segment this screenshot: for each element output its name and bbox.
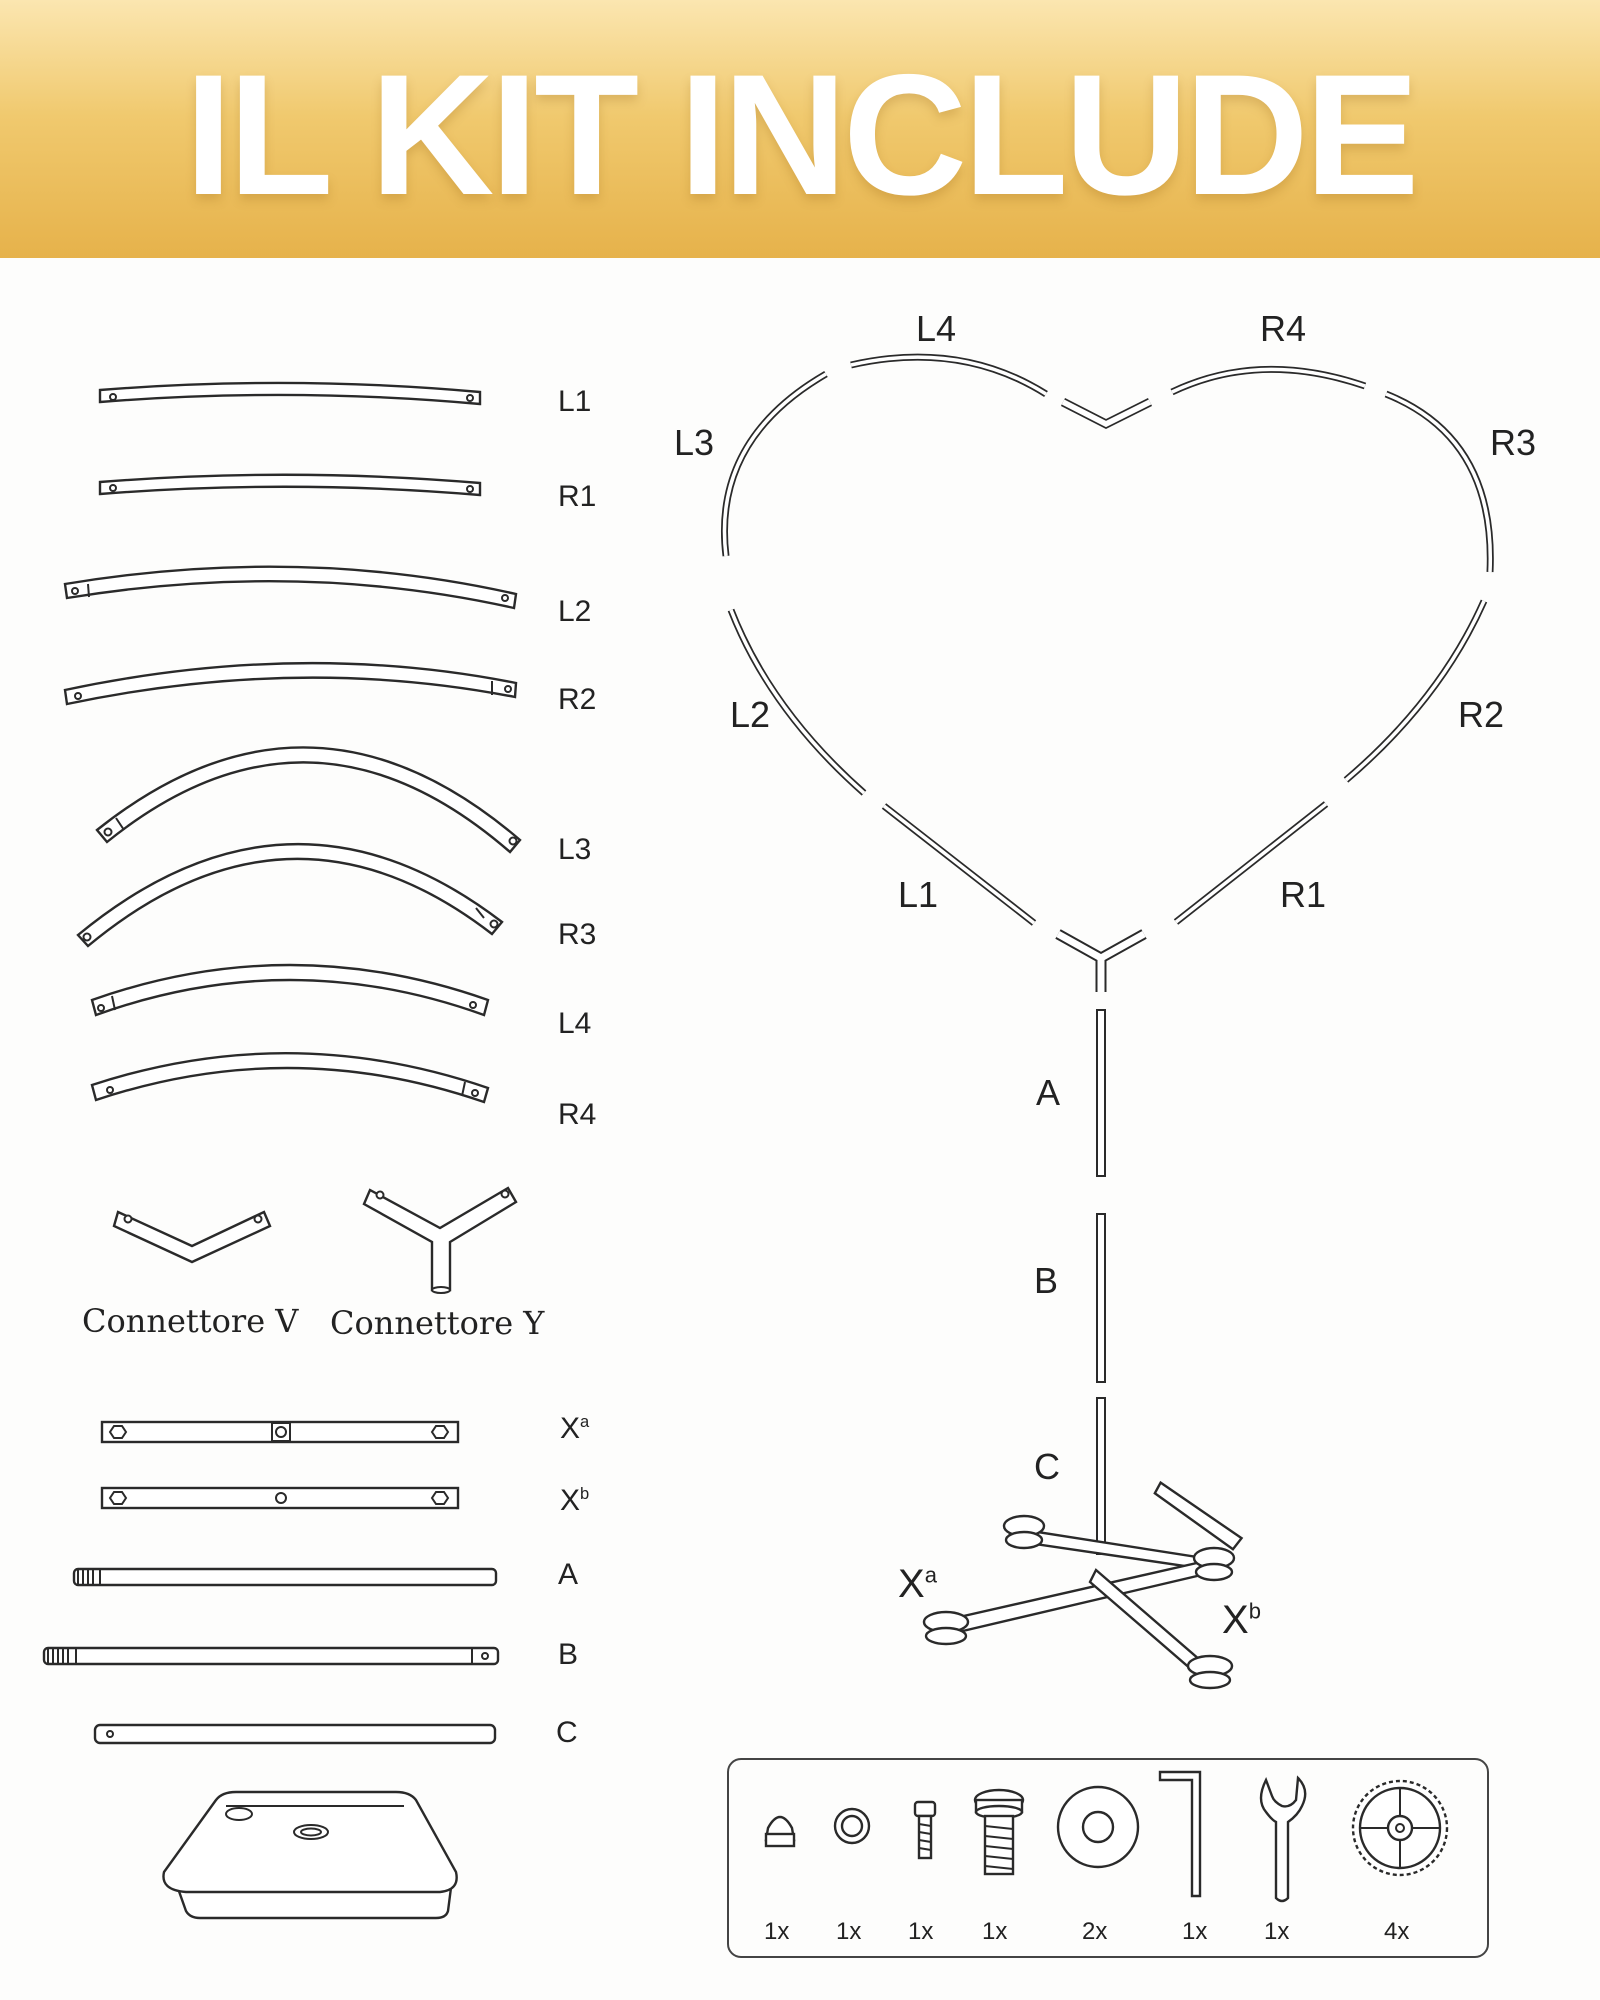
tube-r2-drawing [65, 663, 516, 704]
tube-l4-drawing [92, 965, 488, 1015]
tube-r4-drawing [92, 1053, 488, 1102]
assembly-label-b: B [1034, 1260, 1059, 1301]
pole-c-drawing [95, 1725, 495, 1743]
part-label-a: A [558, 1558, 579, 1591]
connector-y-drawing [364, 1188, 516, 1293]
hardware-qty: 1x [908, 1918, 934, 1945]
assembly-label-l1: L1 [898, 874, 939, 915]
hardware-qty: 1x [764, 1918, 790, 1945]
assembly-label-l2: L2 [730, 694, 771, 735]
base-bar-xb-drawing [102, 1488, 458, 1508]
hardware-qty: 1x [982, 1918, 1008, 1945]
assembly-label-l4: L4 [916, 308, 957, 349]
part-label-b: B [558, 1638, 579, 1671]
assembly-label-a: A [1036, 1072, 1061, 1113]
connector-v-drawing [114, 1212, 270, 1262]
tube-r1-drawing [100, 475, 480, 495]
hardware-qty: 1x [836, 1918, 862, 1945]
part-label-l4: L4 [558, 1007, 592, 1040]
assembly-label-xb: $X^b$ [1222, 1598, 1261, 1642]
connector-v-label: Connettore V [82, 1302, 299, 1340]
tube-l1-drawing [100, 383, 480, 404]
part-label-l2: L2 [558, 595, 592, 628]
hardware-qty: 1x [1264, 1918, 1290, 1945]
part-label-c: C [556, 1716, 578, 1749]
part-label-xa: $X^a$ [560, 1412, 590, 1445]
tube-l2-drawing [65, 567, 516, 608]
part-label-l1: L1 [558, 385, 592, 418]
hardware-qty: 2x [1082, 1918, 1108, 1945]
assembly-label-c: C [1034, 1446, 1060, 1487]
assembly-label-r2: R2 [1458, 694, 1505, 735]
part-label-r4: R4 [558, 1098, 597, 1131]
tube-l3-drawing [97, 747, 520, 852]
connector-y-label: Connettore Y [330, 1304, 545, 1342]
part-label-r1: R1 [558, 480, 597, 513]
heart-frame-drawing [724, 357, 1490, 1688]
part-label-r3: R3 [558, 918, 597, 951]
assembly-label-l3: L3 [674, 422, 715, 463]
tube-r3-drawing [78, 844, 502, 946]
pole-b-drawing [44, 1648, 498, 1664]
part-label-r2: R2 [558, 683, 597, 716]
assembly-label-r1: R1 [1280, 874, 1327, 915]
hardware-qty: 1x [1182, 1918, 1208, 1945]
assembly-label-r3: R3 [1490, 422, 1537, 463]
page-title: IL KIT INCLUDE [184, 39, 1416, 231]
hardware-qty: 4x [1384, 1918, 1410, 1945]
part-label-xb: $X^b$ [560, 1484, 590, 1517]
base-plate-drawing [163, 1792, 456, 1918]
pole-a-drawing [74, 1569, 496, 1585]
part-label-l3: L3 [558, 833, 592, 866]
assembly-label-xa: $X^a$ [898, 1562, 937, 1606]
assembly-label-r4: R4 [1260, 308, 1307, 349]
base-bar-xa-drawing [102, 1422, 458, 1442]
